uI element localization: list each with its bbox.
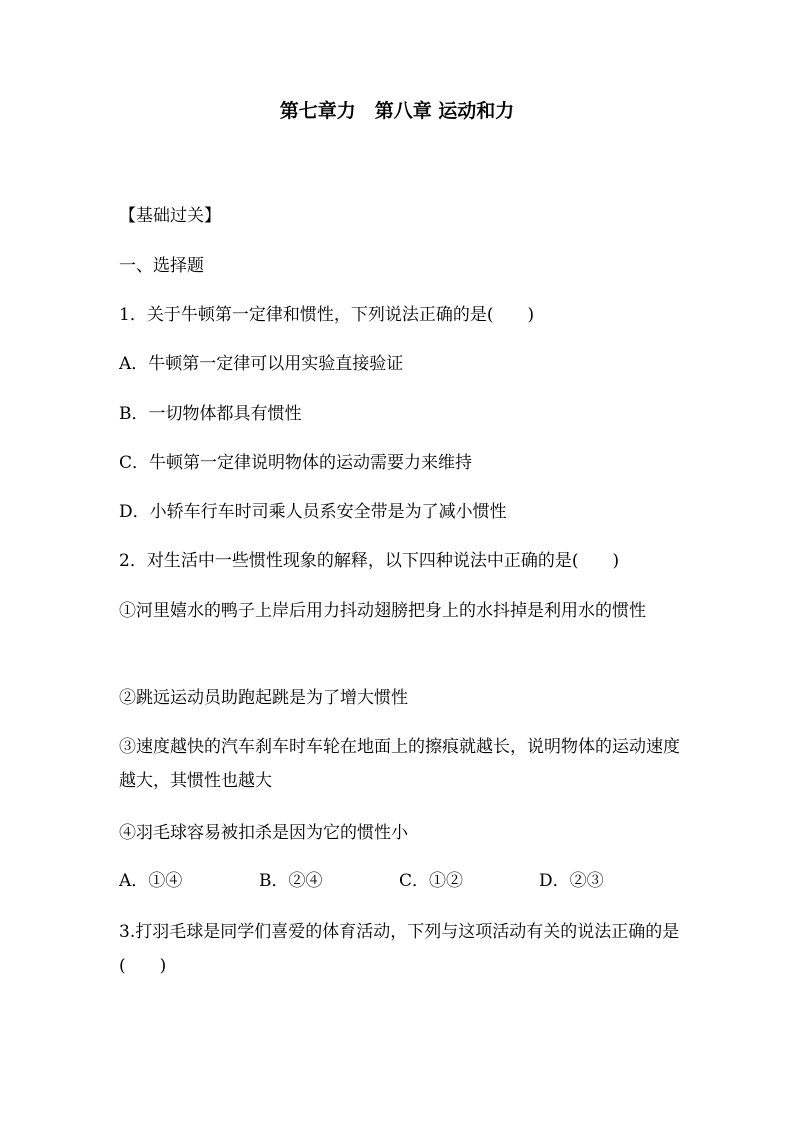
- question-1-option-c: C．牛顿第一定律说明物体的运动需要力来维持: [119, 453, 473, 473]
- question-2-statement-4: ④羽毛球容易被扣杀是因为它的惯性小: [119, 823, 408, 843]
- question-2-option-a: A．①④: [119, 871, 183, 891]
- question-2-stem: 2．对生活中一些惯性现象的解释，以下四种说法中正确的是( ): [119, 551, 620, 571]
- question-1-option-d: D．小轿车行车时司乘人员系安全带是为了减小惯性: [119, 502, 507, 522]
- question-1-option-b: B．一切物体都具有惯性: [119, 404, 302, 424]
- subsection-header: 一、选择题: [119, 256, 204, 276]
- question-2-statement-3: ③速度越快的汽车刹车时车轮在地面上的擦痕就越长，说明物体的运动速度越大，其惯性也越大: [119, 737, 680, 791]
- question-1-option-a: A．牛顿第一定律可以用实验直接验证: [119, 354, 404, 374]
- question-2-option-b: B．②④: [259, 871, 323, 891]
- question-2-options: [119, 868, 699, 894]
- question-2-statement-2: ②跳远运动员助跑起跳是为了增大惯性: [119, 688, 408, 708]
- question-2-statement-1: ①河里嬉水的鸭子上岸后用力抖动翅膀把身上的水抖掉是利用水的惯性: [119, 601, 646, 621]
- chapter-title: 第七章力 第八章 运动和力: [279, 100, 515, 122]
- question-3-stem: 3.打羽毛球是同学们喜爱的体育活动，下列与这项活动有关的说法正确的是( ): [119, 922, 680, 976]
- question-1-stem: 1．关于牛顿第一定律和惯性，下列说法正确的是( ): [119, 305, 535, 325]
- section-header: 【基础过关】: [119, 206, 221, 226]
- question-2-option-d: D．②③: [539, 871, 604, 891]
- question-2-option-c: C．①②: [399, 871, 464, 891]
